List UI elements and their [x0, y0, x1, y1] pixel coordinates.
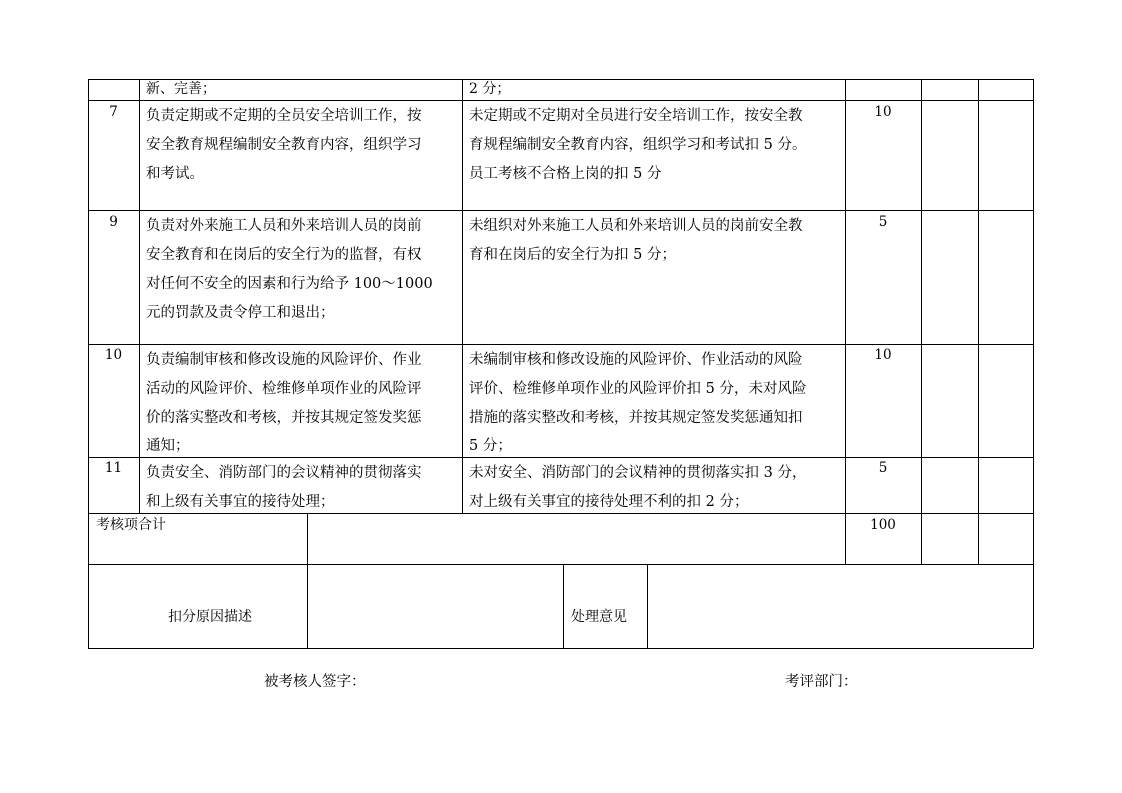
- criteria-line: 2 分；: [469, 81, 511, 97]
- total-score: 100: [870, 517, 896, 533]
- row-divider: [88, 564, 1033, 565]
- duty-line: 负责定期或不定期的全员安全培训工作，按: [146, 108, 422, 124]
- duty-line: 对任何不安全的因素和行为给予 100～1000: [146, 276, 433, 292]
- criteria-line: 评价、检维修单项作业的风险评价扣 5 分，未对风险: [469, 381, 807, 397]
- evaluation-department-label: 考评部门：: [785, 674, 858, 690]
- col-divider: [307, 513, 308, 648]
- col-divider: [139, 79, 140, 513]
- duty-line: 负责对外来施工人员和外来培训人员的岗前: [146, 218, 422, 234]
- total-label: 考核项合计: [96, 517, 166, 533]
- score-value: 5: [878, 460, 888, 476]
- criteria-line: 员工考核不合格上岗的扣 5 分: [469, 166, 662, 182]
- duty-line: 安全教育规程编制安全教育内容，组织学习: [146, 137, 422, 153]
- criteria-line: 未定期或不定期对全员进行安全培训工作，按安全教: [469, 108, 803, 124]
- duty-line: 新、完善；: [146, 81, 216, 97]
- criteria-line: 措施的落实整改和考核，并按其规定签发奖惩通知扣: [469, 410, 803, 426]
- criteria-line: 未对安全、消防部门的会议精神的贯彻落实扣 3 分，: [469, 465, 807, 481]
- table-border-top: [88, 79, 1033, 80]
- row-number: 7: [109, 104, 118, 120]
- duty-line: 和考试。: [146, 166, 204, 182]
- criteria-line: 未组织对外来施工人员和外来培训人员的岗前安全教: [469, 218, 803, 234]
- duty-line: 负责编制审核和修改设施的风险评价、作业: [146, 352, 422, 368]
- col-divider: [845, 79, 846, 564]
- duty-line: 通知；: [146, 438, 190, 454]
- deduction-reason-label: 扣分原因描述: [168, 609, 252, 625]
- row-number: 10: [104, 347, 123, 363]
- table-border-right: [1033, 79, 1034, 648]
- col-divider: [462, 79, 463, 513]
- col-divider: [563, 564, 564, 648]
- handling-opinion-label: 处理意见: [571, 609, 627, 625]
- criteria-line: 对上级有关事宜的接待处理不利的扣 2 分；: [469, 494, 749, 510]
- duty-line: 价的落实整改和考核，并按其规定签发奖惩: [146, 410, 422, 426]
- col-divider: [921, 79, 922, 564]
- duty-line: 活动的风险评价、检维修单项作业的风险评: [146, 381, 422, 397]
- score-value: 10: [874, 347, 892, 363]
- duty-line: 负责安全、消防部门的会议精神的贯彻落实: [146, 465, 422, 481]
- duty-line: 和上级有关事宜的接待处理；: [146, 494, 335, 510]
- criteria-line: 育规程编制安全教育内容，组织学习和考试扣 5 分。: [469, 137, 807, 153]
- score-value: 5: [878, 214, 888, 230]
- col-divider: [647, 564, 648, 648]
- row-divider: [88, 210, 1033, 211]
- assessment-table: [88, 79, 1033, 648]
- examinee-signature-label: 被考核人签字：: [264, 674, 366, 690]
- row-number: 11: [104, 460, 123, 476]
- duty-line: 安全教育和在岗后的安全行为的监督，有权: [146, 247, 422, 263]
- row-divider: [88, 100, 1033, 101]
- score-value: 10: [874, 104, 892, 120]
- duty-line: 元的罚款及责令停工和退出；: [146, 305, 335, 321]
- table-border-bottom: [88, 648, 1033, 649]
- row-number: 9: [109, 214, 118, 230]
- col-divider: [978, 79, 979, 564]
- criteria-line: 5 分；: [469, 438, 512, 454]
- criteria-line: 育和在岗后的安全行为扣 5 分；: [469, 247, 676, 263]
- criteria-line: 未编制审核和修改设施的风险评价、作业活动的风险: [469, 352, 803, 368]
